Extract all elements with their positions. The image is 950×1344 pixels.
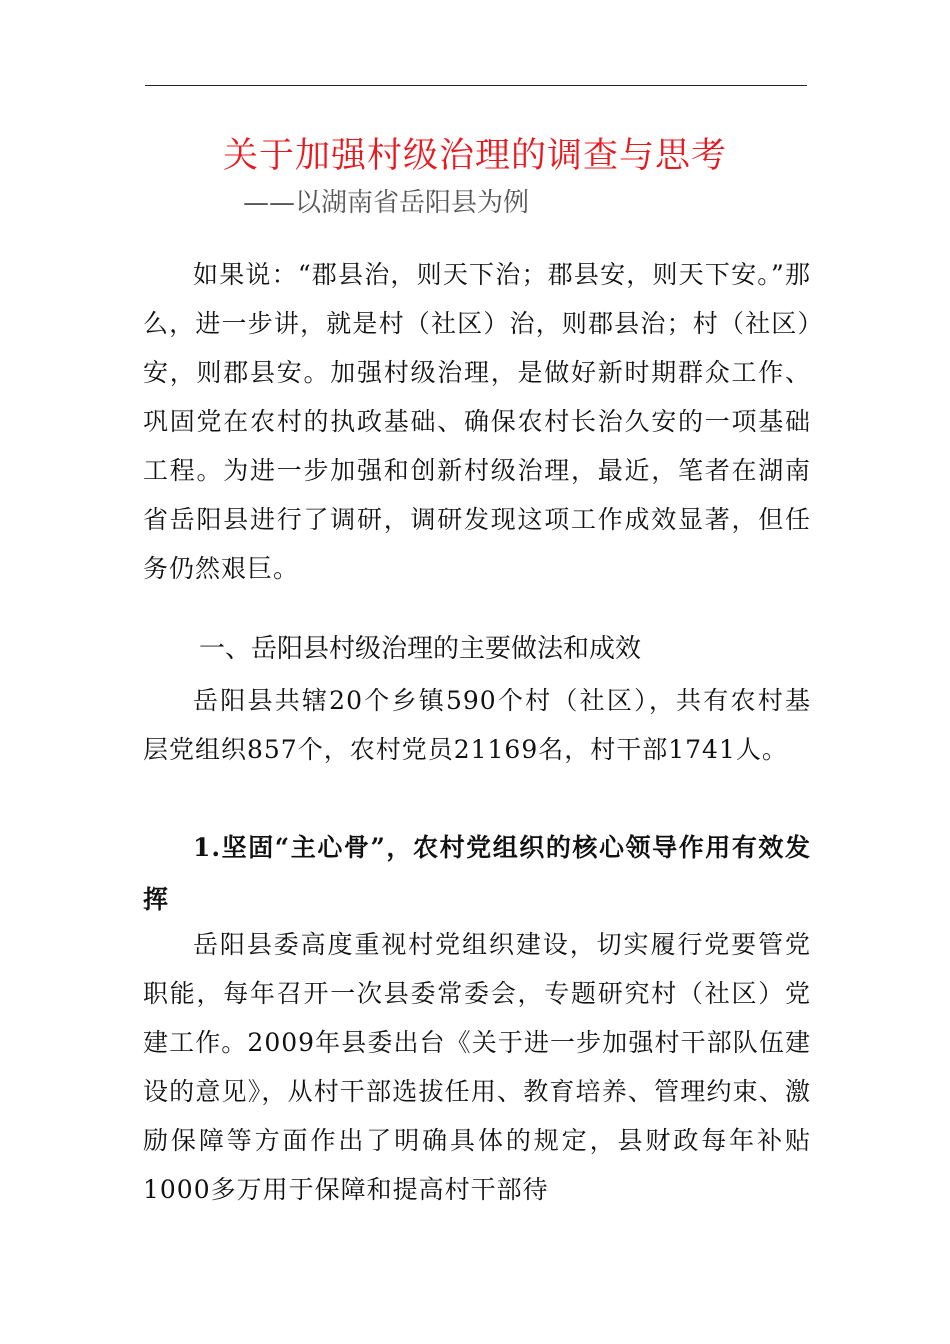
section-paragraph: 岳阳县共辖20个乡镇590个村（社区），共有农村基层党组织857个，农村党员21169名，村干部1741人。	[143, 686, 811, 764]
subsection-heading: 1.坚固“主心骨”，农村党组织的核心领导作用有效发挥	[143, 833, 811, 914]
intro-paragraph: 如果说：“郡县治，则天下治；郡县安，则天下安。”那么，进一步讲，就是村（社区）治，则郡县治；村（社区）安，则郡县安。加强村级治理，是做好新时期群众工作、巩固党在农村的执政基础、确保农村长治久安的一项基础工程。为进一步加强和创新村级治理，最近，笔者在湖南省岳阳县进行了调研，调研发现这项工作成效显著，但任务仍然艰巨。	[143, 260, 811, 583]
subsection-paragraph: 岳阳县委高度重视村党组织建设，切实履行党要管党职能，每年召开一次县委常委会，专题研究村（社区）党建工作。2009年县委出台《关于进一步加强村干部队伍建设的意见》，从村干部选拔任用、教育培养、管理约束、激励保障等方面作出了明确具体的规定，县财政每年补贴1000多万用于保障和提高村干部待	[143, 930, 811, 1204]
header-rule	[145, 85, 807, 86]
section-heading: 一、岳阳县村级治理的主要做法和成效	[199, 634, 642, 664]
document-subtitle: ——以湖南省岳阳县为例	[243, 188, 530, 218]
document-title: 关于加强村级治理的调查与思考	[222, 136, 727, 176]
